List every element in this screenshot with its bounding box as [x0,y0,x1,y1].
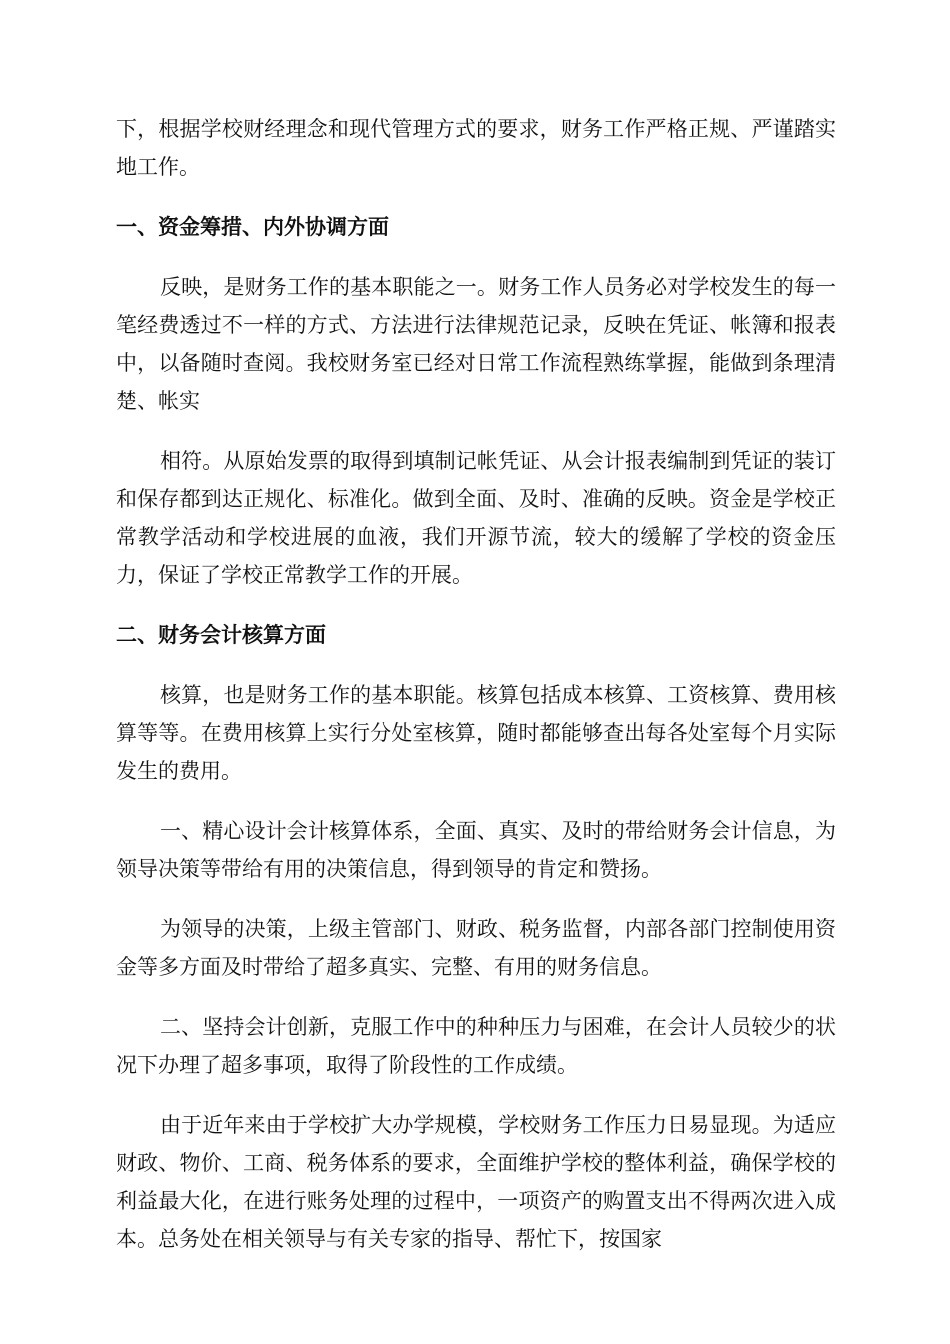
paragraph: 一、精心设计会计核算体系，全面、真实、及时的带给财务会计信息，为领导决策等带给有用的决策信息，得到领导的肯定和赞扬。 [116,819,836,881]
section-heading-2: 二、财务会计核算方面 [116,622,326,647]
paragraph: 核算，也是财务工作的基本职能。核算包括成本核算、工资核算、费用核算等等。在费用核算上实行分处室核算，随时都能够查出每各处室每个月实际发生的费用。 [116,683,836,783]
paragraph-continuation: 下，根据学校财经理念和现代管理方式的要求，财务工作严格正规、严谨踏实地工作。 [116,117,836,179]
paragraph: 相符。从原始发票的取得到填制记帐凭证、从会计报表编制到凭证的装订和保存都到达正规化、标准化。做到全面、及时、准确的反映。资金是学校正常教学活动和学校进展的血液，我们开源节流，较大的缓解了学校的资金压力，保证了学校正常教学工作的开展。 [116,449,836,587]
paragraph: 反映，是财务工作的基本职能之一。财务工作人员务必对学校发生的每一笔经费透过不一样的方式、方法进行法律规范记录，反映在凭证、帐簿和报表中，以备随时查阅。我校财务室已经对日常工作流程熟练掌握，能做到条理清楚、帐实 [116,275,836,413]
paragraph: 由于近年来由于学校扩大办学规模，学校财务工作压力日易显现。为适应财政、物价、工商、税务体系的要求，全面维护学校的整体利益，确保学校的利益最大化，在进行账务处理的过程中，一项资产的购置支出不得两次进入成本。总务处在相关领导与有关专家的指导、帮忙下，按国家 [116,1113,836,1251]
document-page [116,110,836,1258]
paragraph: 为领导的决策，上级主管部门、财政、税务监督，内部各部门控制使用资金等多方面及时带给了超多真实、完整、有用的财务信息。 [116,917,836,979]
section-heading-1: 一、资金筹措、内外协调方面 [116,214,389,239]
paragraph: 二、坚持会计创新，克服工作中的种种压力与困难，在会计人员较少的状况下办理了超多事项，取得了阶段性的工作成绩。 [116,1015,836,1077]
